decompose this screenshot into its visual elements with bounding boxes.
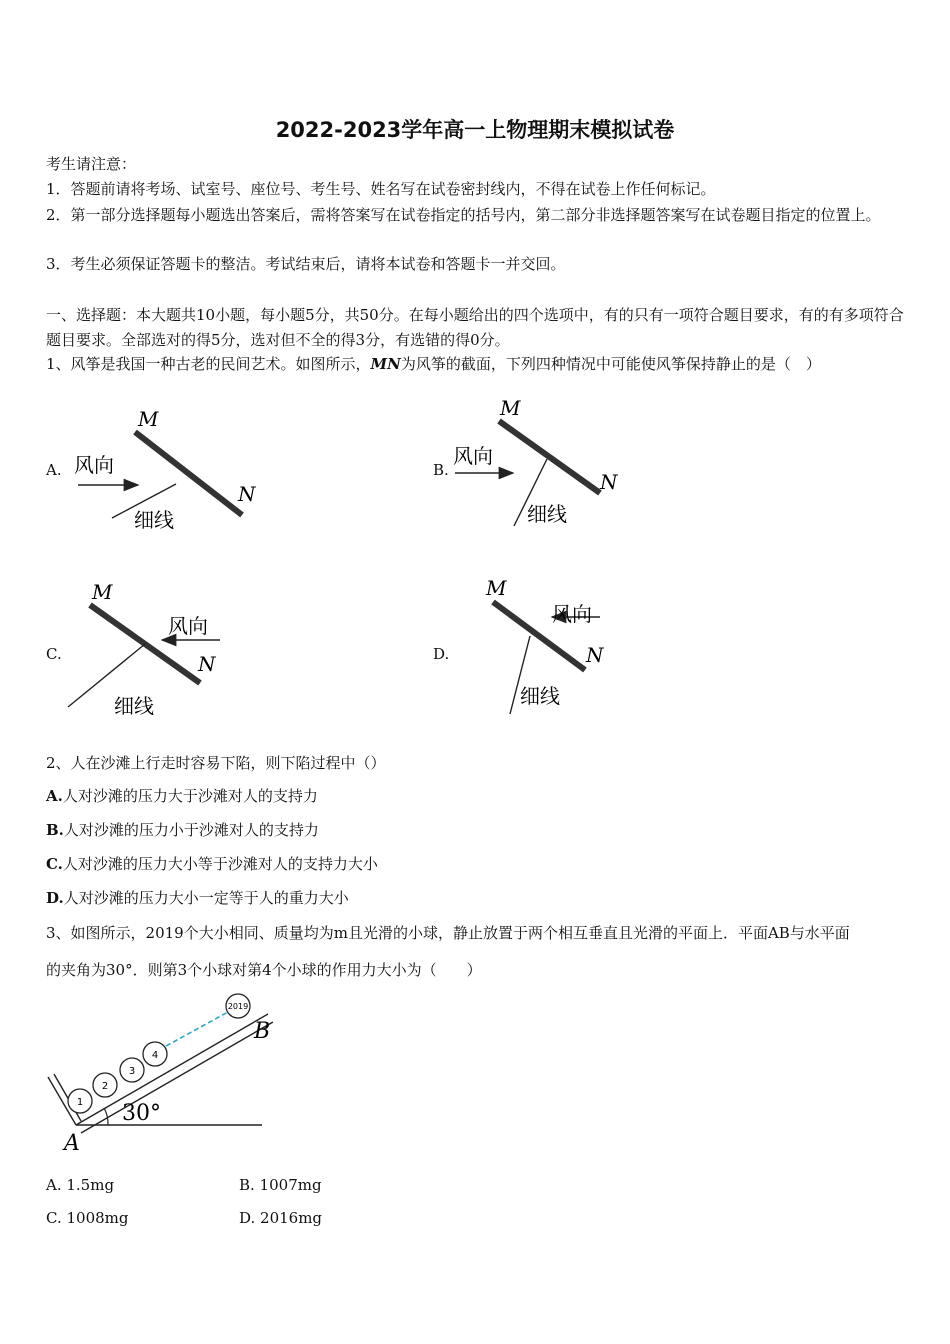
q1-option-a-label: A. (46, 461, 62, 479)
option-letter: C. (46, 855, 63, 873)
wind-label: 风向 (74, 453, 114, 477)
label-a: A (64, 1131, 80, 1155)
ball-label: 2 (101, 1081, 109, 1092)
option-text: 人对沙滩的压力小于沙滩对人的支持力 (63, 821, 319, 839)
string-label: 细线 (134, 508, 174, 532)
q2-option-c (46, 853, 378, 874)
option-text: 人对沙滩的压力大小一定等于人的重力大小 (63, 889, 349, 907)
option-letter: D. (46, 889, 64, 907)
notice-item-1: 1．答题前请将考场、试室号、座位号、考生号、姓名写在试卷密封线内，不得在试卷上作任何标记。 (46, 180, 716, 198)
ball-2019 (226, 994, 250, 1018)
label-m: M (92, 580, 113, 604)
ball-label: 2019 (227, 1002, 249, 1011)
angle-arc (104, 1108, 108, 1125)
q1-stem-mn: MN (370, 355, 401, 373)
ball-2 (93, 1073, 117, 1097)
balls-on-incline-figure (40, 990, 280, 1155)
q3-stem-line-2: 的夹角为30°．则第3个小球对第4个小球的作用力大小为（ ） (46, 961, 482, 979)
ball-label: 4 (151, 1050, 159, 1061)
label-n: N (198, 652, 216, 676)
option-letter: B. (46, 821, 64, 839)
label-b: B (254, 1019, 271, 1044)
q2-option-a (46, 785, 318, 806)
q1-option-b-label: B. (433, 461, 449, 479)
q3-option-c: C. 1008mg (46, 1209, 129, 1227)
q3-option-d: D. 2016mg (239, 1209, 323, 1227)
ball-4 (143, 1042, 167, 1066)
label-n: N (238, 482, 256, 506)
label-m: M (486, 576, 507, 600)
kite-figure-a (60, 400, 270, 540)
q1-option-c-label: C. (46, 645, 62, 663)
notice-item-3: 3．考生必须保证答题卡的整洁。考试结束后，请将本试卷和答题卡一并交回。 (46, 255, 566, 273)
kite-figure-c (62, 575, 232, 720)
kite-surface (499, 421, 600, 493)
label-n: N (586, 643, 604, 667)
wind-label: 风向 (453, 444, 493, 468)
kite-figure-b (447, 393, 627, 533)
notice-item-2: 2．第一部分选择题每小题选出答案后，需将答案写在试卷指定的括号内，第二部分非选择题答案写在试卷题目指定的位置上。 (46, 206, 881, 224)
section-intro: 一、选择题：本大题共10小题，每小题5分，共50分。在每小题给出的四个选项中，有的只有一项符合题目要求，有的有多项符合题目要求。全部选对的得5分，选对但不全的得3分，有选错的得0分。 (46, 306, 904, 349)
string-label: 细线 (520, 684, 560, 708)
wind-label: 风向 (552, 602, 592, 626)
q3-stem-line-1: 3、如图所示，2019个大小相同、质量均为m且光滑的小球，静止放置于两个相互垂直且光滑的平面上．平面AB与水平面 (46, 924, 850, 942)
option-letter: A. (46, 787, 63, 805)
label-m: M (138, 407, 159, 431)
wind-label: 风向 (168, 614, 208, 638)
string-label: 细线 (114, 694, 154, 718)
dashed-connector (166, 1012, 228, 1046)
notice-heading: 考生请注意： (46, 155, 137, 173)
angle-label: 30° (122, 1101, 161, 1126)
string-label: 细线 (527, 502, 567, 526)
q3-option-a: A. 1.5mg (46, 1176, 115, 1194)
option-text: 人对沙滩的压力大小等于沙滩对人的支持力大小 (62, 855, 378, 873)
q1-stem-after: 为风筝的截面，下列四种情况中可能使风筝保持静止的是（ ） (400, 355, 821, 373)
q2-stem: 2、人在沙滩上行走时容易下陷，则下陷过程中（） (46, 754, 386, 772)
q1-option-d-label: D. (433, 645, 450, 663)
ball-3 (120, 1058, 144, 1082)
ball-1 (68, 1089, 92, 1113)
q1-stem-before: 1、风筝是我国一种古老的民间艺术。如图所示， (46, 355, 371, 373)
kite-surface (135, 432, 242, 515)
label-m: M (500, 396, 521, 420)
ball-label: 1 (76, 1097, 84, 1108)
q1-stem (46, 353, 821, 374)
q2-option-d (46, 887, 349, 908)
page-title: 2022-2023学年高一上物理期末模拟试卷 (275, 118, 675, 142)
q3-option-b: B. 1007mg (239, 1176, 322, 1194)
kite-figure-d (482, 573, 622, 718)
q2-option-b (46, 819, 319, 840)
ball-label: 3 (128, 1066, 136, 1077)
option-text: 人对沙滩的压力大于沙滩对人的支持力 (62, 787, 318, 805)
label-n: N (600, 470, 618, 494)
